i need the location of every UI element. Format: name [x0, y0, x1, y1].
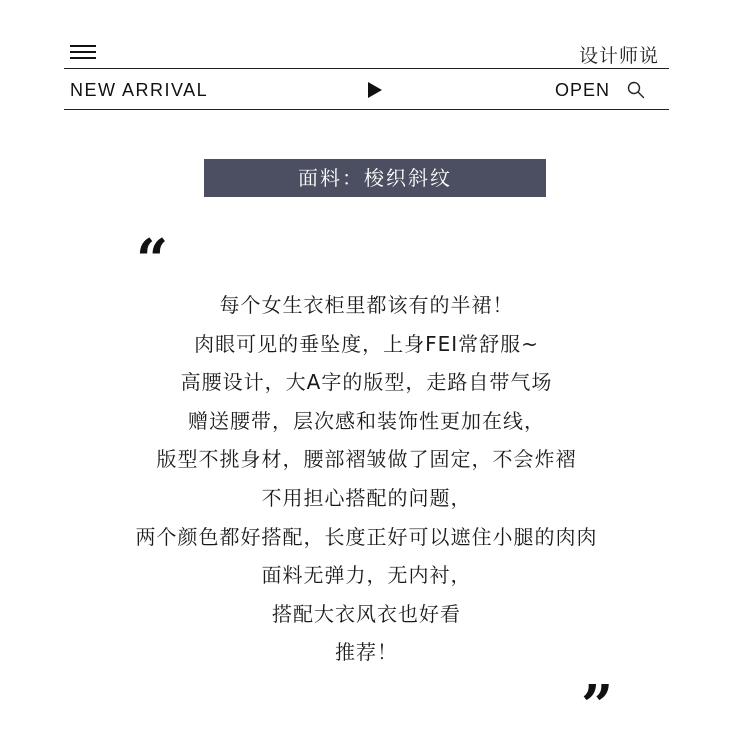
close-quote-mark: ” — [581, 673, 614, 739]
designer-says-link[interactable]: 设计师说 — [578, 45, 659, 67]
top-bar — [64, 38, 669, 69]
open-link[interactable]: OPEN — [555, 80, 611, 100]
description-line: 每个女生衣柜里都该有的半裙！ — [219, 293, 514, 317]
description-line: 推荐！ — [335, 640, 398, 665]
hamburger-menu-icon[interactable] — [70, 45, 96, 59]
description-line: 不用担心搭配的问题， — [261, 485, 472, 510]
nav-bar — [64, 69, 669, 110]
description-line: 高腰设计，大A字的版型，走路自带气场 — [180, 370, 553, 395]
description-line: 肉眼可见的垂坠度，上身FEI常舒服~ — [194, 331, 539, 356]
description-line: 搭配大衣风衣也好看 — [272, 601, 461, 626]
product-description — [64, 286, 669, 672]
description-line: 版型不挑身材，腰部褶皱做了固定，不会炸褶 — [156, 447, 577, 472]
description-line: 赠送腰带，层次感和装饰性更加在线， — [188, 408, 545, 433]
fabric-banner: 面料：梭织斜纹 — [204, 159, 546, 197]
description-line: 面料无弹力，无内衬， — [261, 563, 472, 588]
play-icon[interactable] — [368, 82, 382, 98]
description-line: 两个颜色都好搭配，长度正好可以遮住小腿的肉肉 — [135, 524, 598, 549]
new-arrival-link[interactable]: NEW ARRIVAL — [70, 80, 209, 100]
search-icon[interactable] — [627, 81, 645, 99]
open-quote-mark: “ — [136, 227, 169, 293]
